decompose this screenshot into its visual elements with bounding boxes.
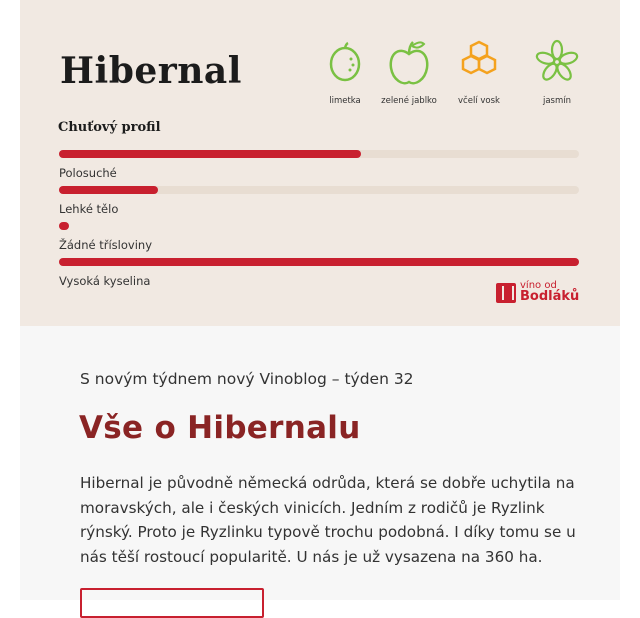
wine-info-card	[20, 0, 620, 326]
aroma-icons	[310, 34, 580, 114]
bar-label: Polosuché	[59, 166, 117, 180]
bar-fill	[59, 258, 579, 266]
bar-fill	[59, 150, 361, 158]
aroma-beeswax	[444, 34, 514, 106]
aroma-green-apple	[374, 34, 444, 106]
brand-logo	[496, 280, 586, 306]
aroma-label: limetka	[329, 96, 361, 106]
blog-article	[20, 326, 620, 600]
aroma-jasmine	[522, 34, 592, 106]
jasmine-icon	[529, 34, 585, 90]
bar-label: Žádné třísloviny	[59, 238, 152, 252]
aroma-label: jasmín	[542, 96, 572, 106]
aroma-label: včelí vosk	[458, 96, 500, 106]
read-more-button[interactable]	[80, 588, 264, 618]
article-subtitle: S novým týdnem nový Vinoblog – týden 32	[80, 370, 414, 388]
taste-profile-heading: Chuťový profil	[58, 120, 161, 135]
lime-icon	[317, 34, 373, 90]
aroma-lime	[310, 34, 380, 106]
bottle-icon	[496, 283, 516, 303]
bar-label: Lehké tělo	[59, 202, 119, 216]
article-headline: Vše o Hibernalu	[79, 410, 361, 446]
article-paragraph: Hibernal je původně německá odrůda, která se dobře uchytila na moravských, ale i českých vinicích. Jedním z rodičů je Ryzlink rýnský. Proto je Ryzlinku typově trochu podobná. I díky tomu se u nás těší rostoucí popularitě. U nás je už vysazena na 360 ha.	[80, 474, 576, 566]
honeycomb-icon	[451, 34, 507, 90]
aroma-label: zelené jablko	[381, 96, 437, 106]
brand-tagline: víno od	[520, 280, 557, 291]
bar-label: Vysoká kyselina	[59, 274, 151, 288]
bar-fill	[59, 222, 69, 230]
green-apple-icon	[381, 34, 437, 90]
brand-name: Bodláků	[520, 289, 580, 304]
bar-fill	[59, 186, 158, 194]
wine-title: Hibernal	[60, 50, 242, 92]
